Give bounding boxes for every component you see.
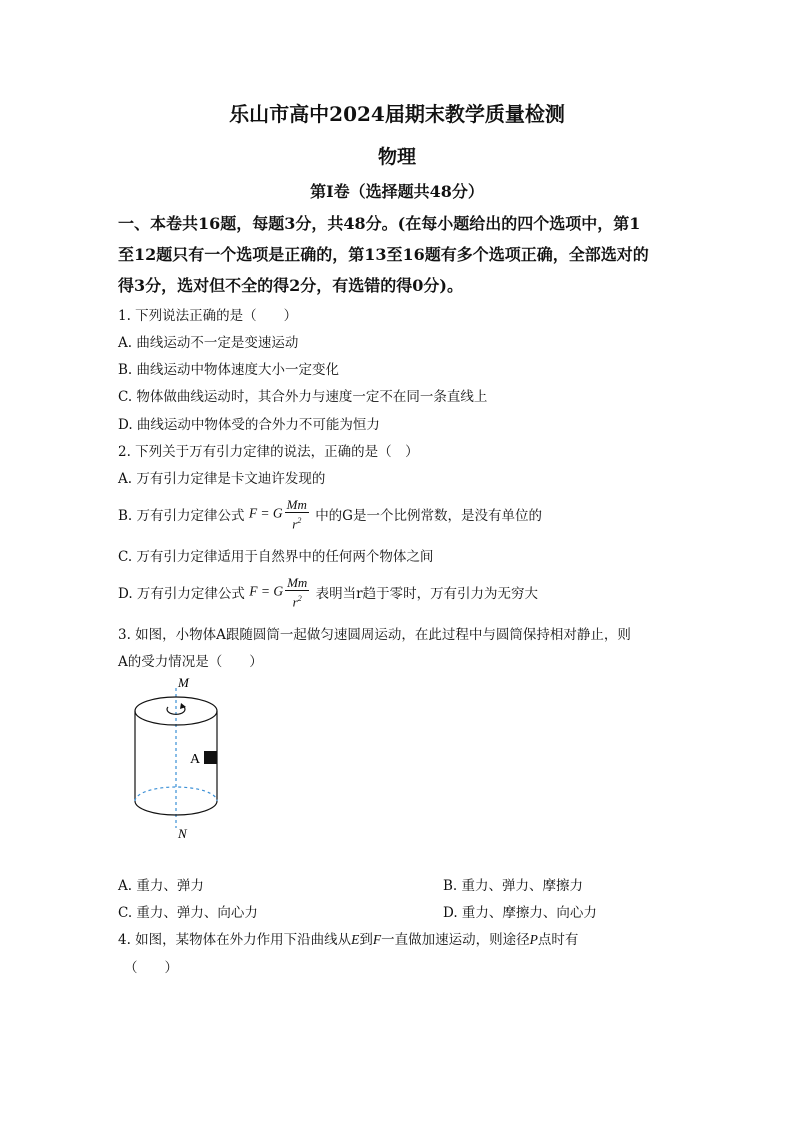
q2-option-a: A. 万有引力定律是卡文迪许发现的 <box>118 471 326 487</box>
formula-exponent: 2 <box>297 594 302 603</box>
q3-stem-line-1: 3. 如图，小物体A跟随圆筒一起做匀速圆周运动，在此过程中与圆筒保持相对静止，则 <box>118 627 631 643</box>
axis-label-top: M <box>178 675 189 690</box>
point-f: F <box>372 932 382 947</box>
block-a-label: A <box>190 752 201 767</box>
formula-denominator: r <box>292 516 298 532</box>
axis-label-bottom: N <box>178 826 187 841</box>
q2-option-d-suffix: 表明当r趋于零时，万有引力为无穷大 <box>315 586 539 603</box>
q1-option-a: A. 曲线运动不一定是变速运动 <box>118 335 299 351</box>
q3-option-d: D. 重力、摩擦力、向心力 <box>443 905 597 921</box>
q1-option-d: D. 曲线运动中物体受的合外力不可能为恒力 <box>118 417 380 433</box>
q4-stem-mid-2: 一直做加速运动，则途径 <box>381 932 530 948</box>
exam-title: 乐山市高中2024届期末教学质量检测 <box>229 102 565 126</box>
part-title: 第Ⅰ卷（选择题共48分） <box>310 182 484 201</box>
instructions-line-2: 至12题只有一个选项是正确的，第13至16题有多个选项正确，全部选对的 <box>118 245 649 264</box>
gravitation-formula-b <box>249 497 311 531</box>
instructions-line-1: 一、本卷共16题，每题3分，共48分。(在每小题给出的四个选项中，第1 <box>118 214 641 233</box>
q3-stem-line-2: A的受力情况是（ ） <box>118 654 263 670</box>
formula-numerator: Mm <box>287 575 308 590</box>
point-p: P <box>529 932 538 947</box>
q2-option-b-prefix: B. 万有引力定律公式 <box>118 508 245 525</box>
q4-stem-mid-1: 到 <box>359 932 373 948</box>
formula-exponent: 2 <box>297 516 302 525</box>
q2-option-d-prefix: D. 万有引力定律公式 <box>118 586 245 603</box>
q3-option-c: C. 重力、弹力、向心力 <box>118 905 258 921</box>
formula-lhs: F = G <box>249 583 284 599</box>
point-e: E <box>351 932 360 947</box>
q4-stem-line-2: （ ） <box>124 960 178 976</box>
q4-stem-line-1 <box>118 928 578 948</box>
q2-option-c: C. 万有引力定律适用于自然界中的任何两个物体之间 <box>118 549 434 565</box>
formula-denominator: r <box>292 594 298 610</box>
q2-stem: 2. 下列关于万有引力定律的说法，正确的是（ ） <box>118 444 419 460</box>
q2-option-b-suffix: 中的G是一个比例常数，是没有单位的 <box>315 508 542 525</box>
q4-stem-prefix: 4. 如图，某物体在外力作用下沿曲线从 <box>118 932 352 948</box>
instructions-line-3: 得3分，选对但不全的得2分，有选错的得0分)。 <box>118 276 463 295</box>
q2-option-b <box>118 497 542 531</box>
formula-numerator: Mm <box>286 497 307 512</box>
q3-option-b: B. 重力、弹力、摩擦力 <box>443 878 584 894</box>
formula-lhs: F = G <box>248 505 283 521</box>
cylinder-figure <box>120 674 230 844</box>
subject-title: 物理 <box>377 146 416 168</box>
q4-stem-suffix: 点时有 <box>537 932 579 948</box>
q1-option-b: B. 曲线运动中物体速度大小一定变化 <box>118 362 340 378</box>
block-a <box>204 751 217 764</box>
q1-option-c: C. 物体做曲线运动时，其合外力与速度一定不在同一条直线上 <box>118 389 488 405</box>
q2-option-d <box>118 575 538 609</box>
q3-option-a: A. 重力、弹力 <box>118 878 204 894</box>
gravitation-formula-d <box>249 575 311 609</box>
q1-stem: 1. 下列说法正确的是（ ） <box>118 308 298 324</box>
